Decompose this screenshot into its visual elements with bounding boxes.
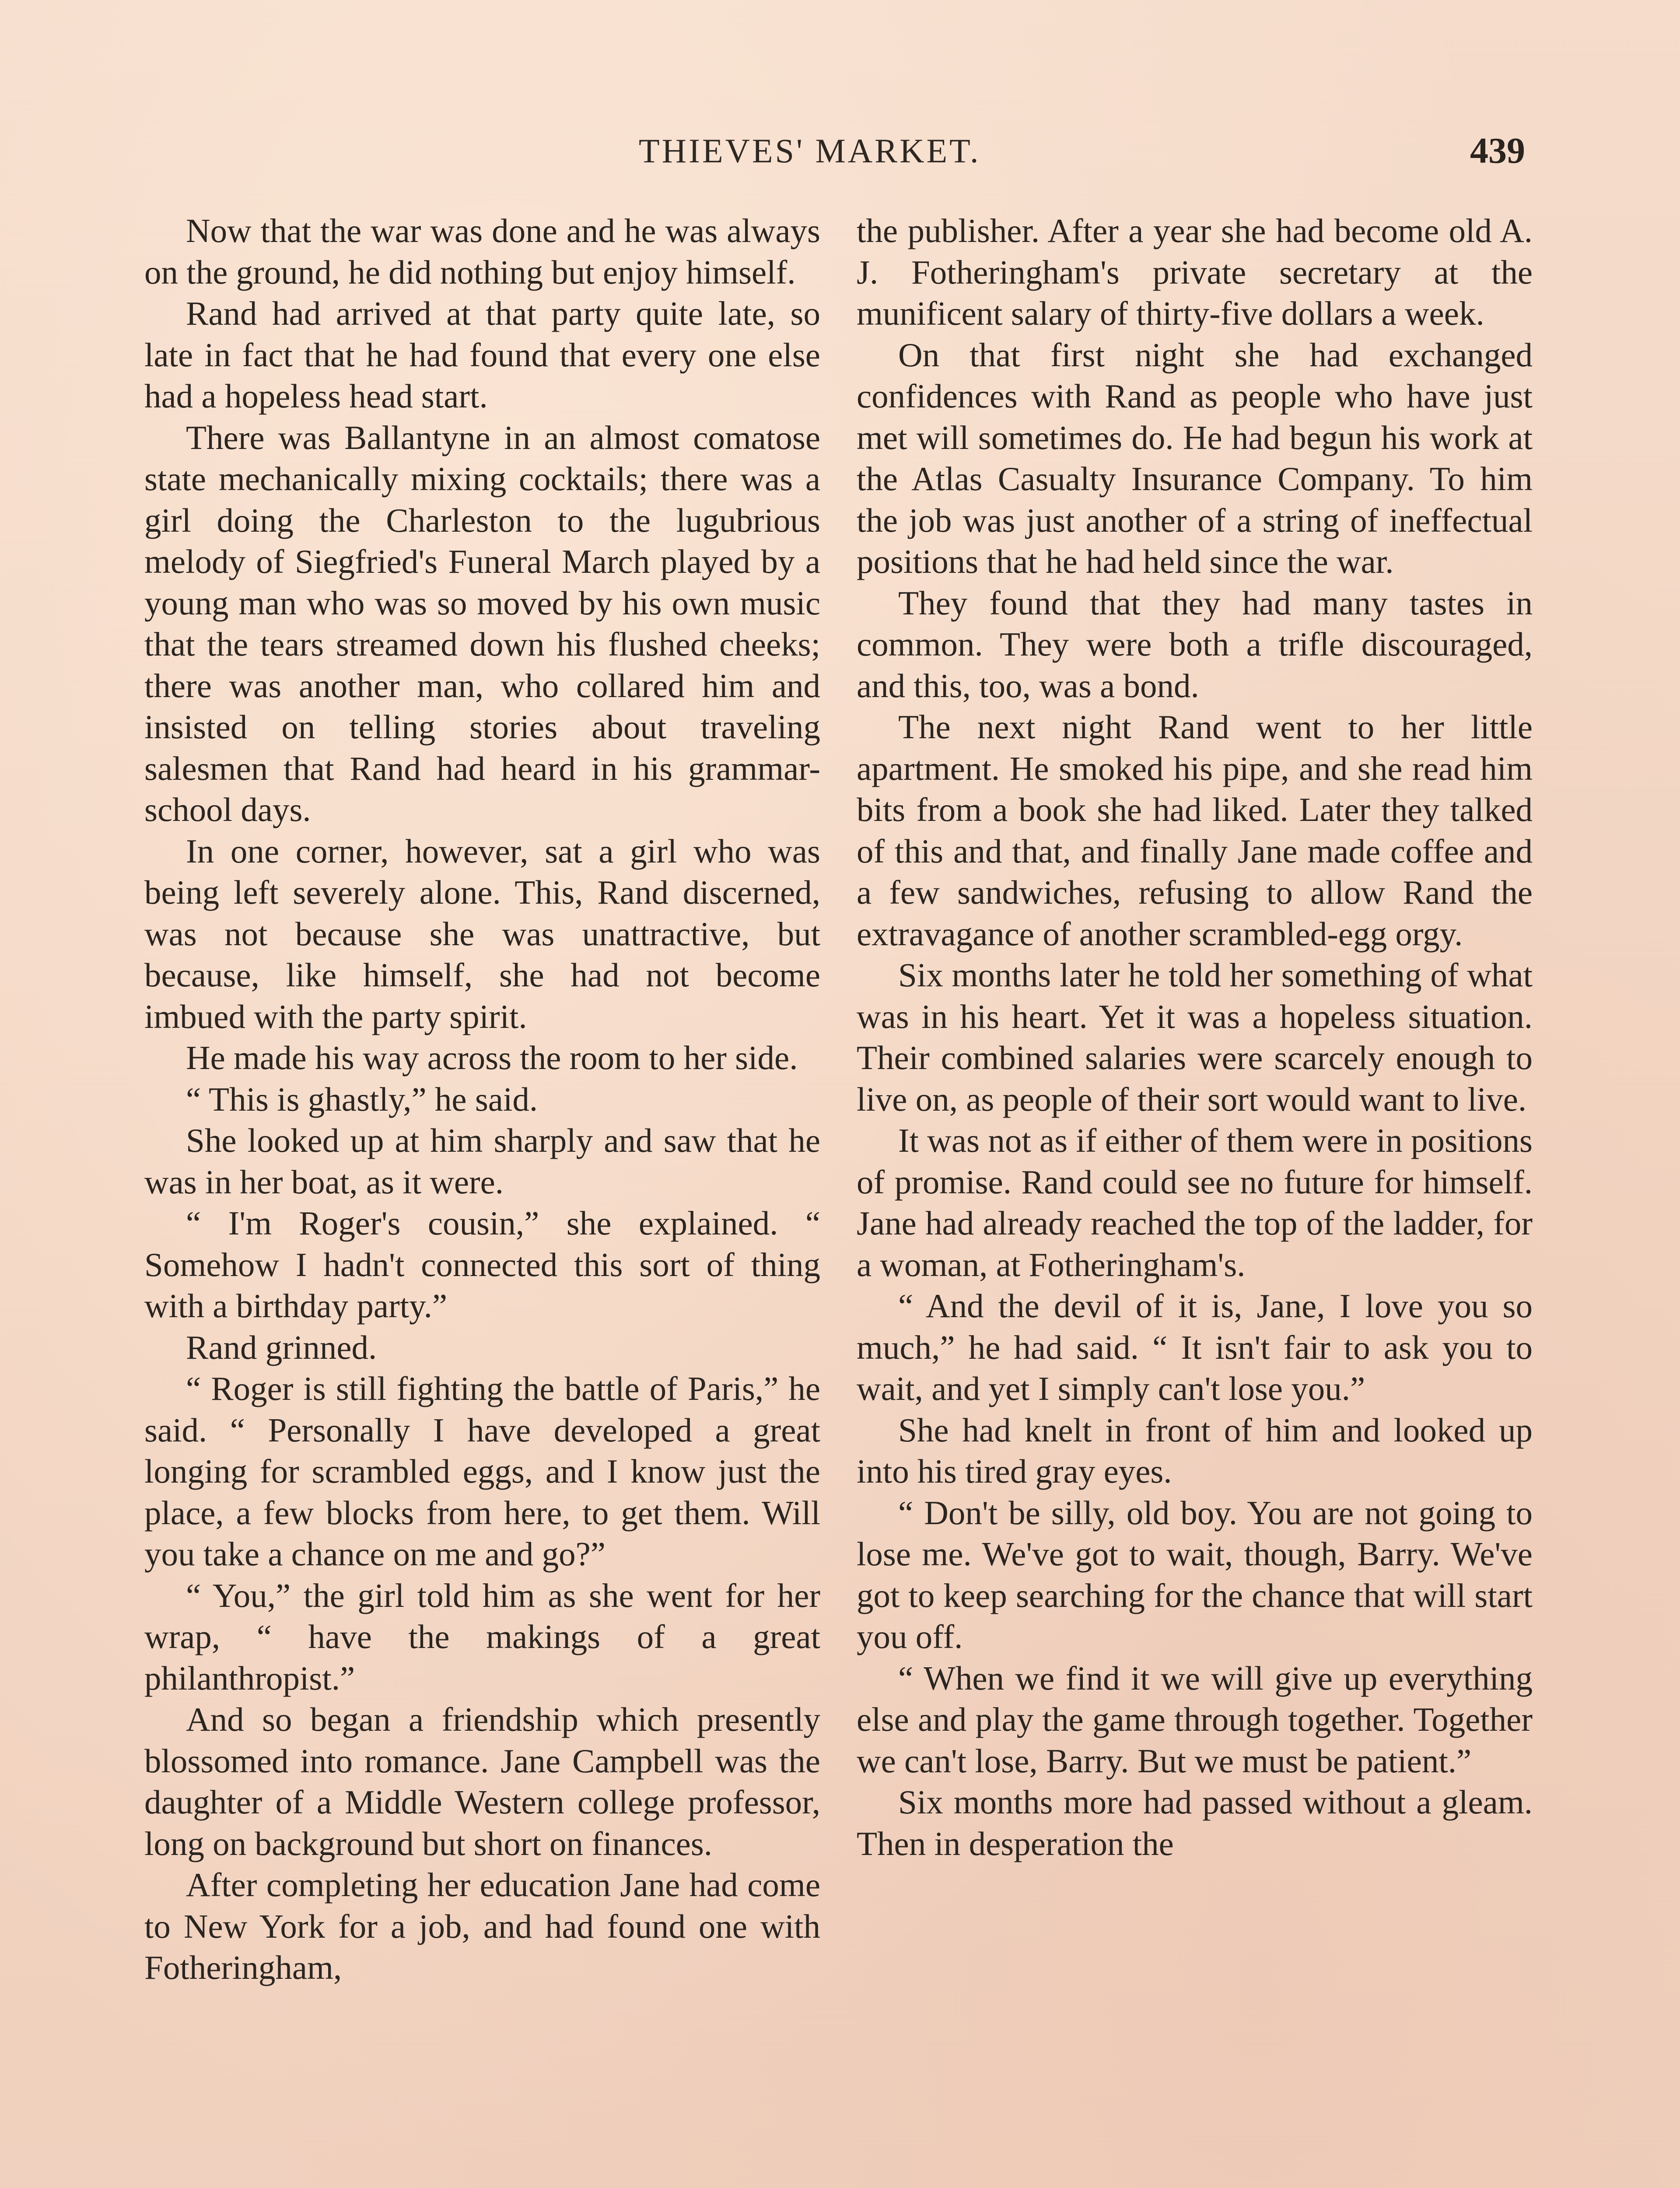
running-title: THIEVES' MARKET. [639, 132, 981, 170]
paragraph: The next night Rand went to her little apartment. He smoked his pipe, and she read him bits from a book she had liked. Later they talked of this and that, and finally Jane made coffee and a few sandwiches, refusing to allow Rand the extravagance of another scrambled-egg orgy. [857, 708, 1533, 953]
paragraph: There was Ballantyne in an almost comatose state mechanically mixing cocktails; there was a girl doing the Charleston to the lugubrious melody of Siegfried's Funeral March played by a young man who was so moved by his own music that the tears streamed down his flushed cheeks; there was another man, who collared him and insisted on telling stories about traveling salesmen that Rand had heard in his grammar-school days. [144, 418, 820, 828]
left-text-column [144, 210, 820, 1988]
paragraph: Now that the war was done and he was always on the ground, he did nothing but enjoy himself. [144, 212, 820, 291]
paragraph: They found that they had many tastes in common. They were both a trifle discouraged, and this, too, was a bond. [857, 584, 1533, 705]
paragraph: She had knelt in front of him and looked up into his tired gray eyes. [857, 1411, 1533, 1490]
paragraph: It was not as if either of them were in positions of promise. Rand could see no future for himself. Jane had already reached the top of the ladder, for a woman, at Fotheringham's. [857, 1122, 1533, 1283]
paragraph: “ This is ghastly,” he said. [186, 1080, 538, 1118]
paragraph: She looked up at him sharply and saw that he was in her boat, as it were. [144, 1122, 820, 1201]
right-text-column [857, 210, 1533, 1864]
paragraph: “ I'm Roger's cousin,” she explained. “ Somehow I hadn't connected this sort of thing with a birthday party.” [144, 1204, 820, 1325]
paragraph: After completing her education Jane had come to New York for a job, and had found one with Fotheringham, [144, 1866, 820, 1986]
paragraph: And so began a friendship which presently blossomed into romance. Jane Campbell was the daughter of a Middle Western college professor, long on background but short on finances. [144, 1701, 820, 1862]
paragraph: “ Roger is still fighting the battle of Paris,” he said. “ Personally I have developed a great longing for scrambled eggs, and I know just the place, a few blocks from here, to get them. Will you take a chance on me and go?” [144, 1370, 820, 1573]
paragraph: Six months later he told her something of what was in his heart. Yet it was a hopeless situation. Their combined salaries were scarcely enough to live on, as people of their sort would want to live. [857, 956, 1533, 1118]
paragraph: In one corner, however, sat a girl who was being left severely alone. This, Rand discerned, was not because she was unattractive, but because, like himself, she had not become imbued with the party spirit. [144, 832, 820, 1035]
paragraph: “ You,” the girl told him as she went for her wrap, “ have the makings of a great philanthropist.” [144, 1576, 820, 1697]
paragraph-continuation: the publisher. After a year she had become old A. J. Fotheringham's private secretary at the munificent salary of thirty-five dollars a week. [857, 212, 1533, 332]
paragraph: Six months more had passed without a gleam. Then in desperation the [857, 1783, 1533, 1862]
paragraph: Rand had arrived at that party quite late, so late in fact that he had found that every one else had a hopeless head start. [144, 295, 820, 415]
paragraph: On that first night she had exchanged confidences with Rand as people who have just met will sometimes do. He had begun his work at the Atlas Casualty Insurance Company. To him the job was just another of a string of ineffectual positions that he had held since the war. [857, 336, 1533, 580]
paragraph: “ Don't be silly, old boy. You are not going to lose me. We've got to wait, though, Barry. We've got to keep searching for the chance that will start you off. [857, 1494, 1533, 1655]
paragraph: Rand grinned. [186, 1328, 377, 1366]
page-number: 439 [1470, 130, 1525, 171]
paragraph: “ When we find it we will give up everything else and play the game through together. Together we can't lose, Barry. But we must be patient.” [857, 1659, 1533, 1780]
paragraph: “ And the devil of it is, Jane, I love you so much,” he had said. “ It isn't fair to ask you to wait, and yet I simply can't lose you.” [857, 1287, 1533, 1407]
paragraph: He made his way across the room to her side. [186, 1039, 798, 1076]
